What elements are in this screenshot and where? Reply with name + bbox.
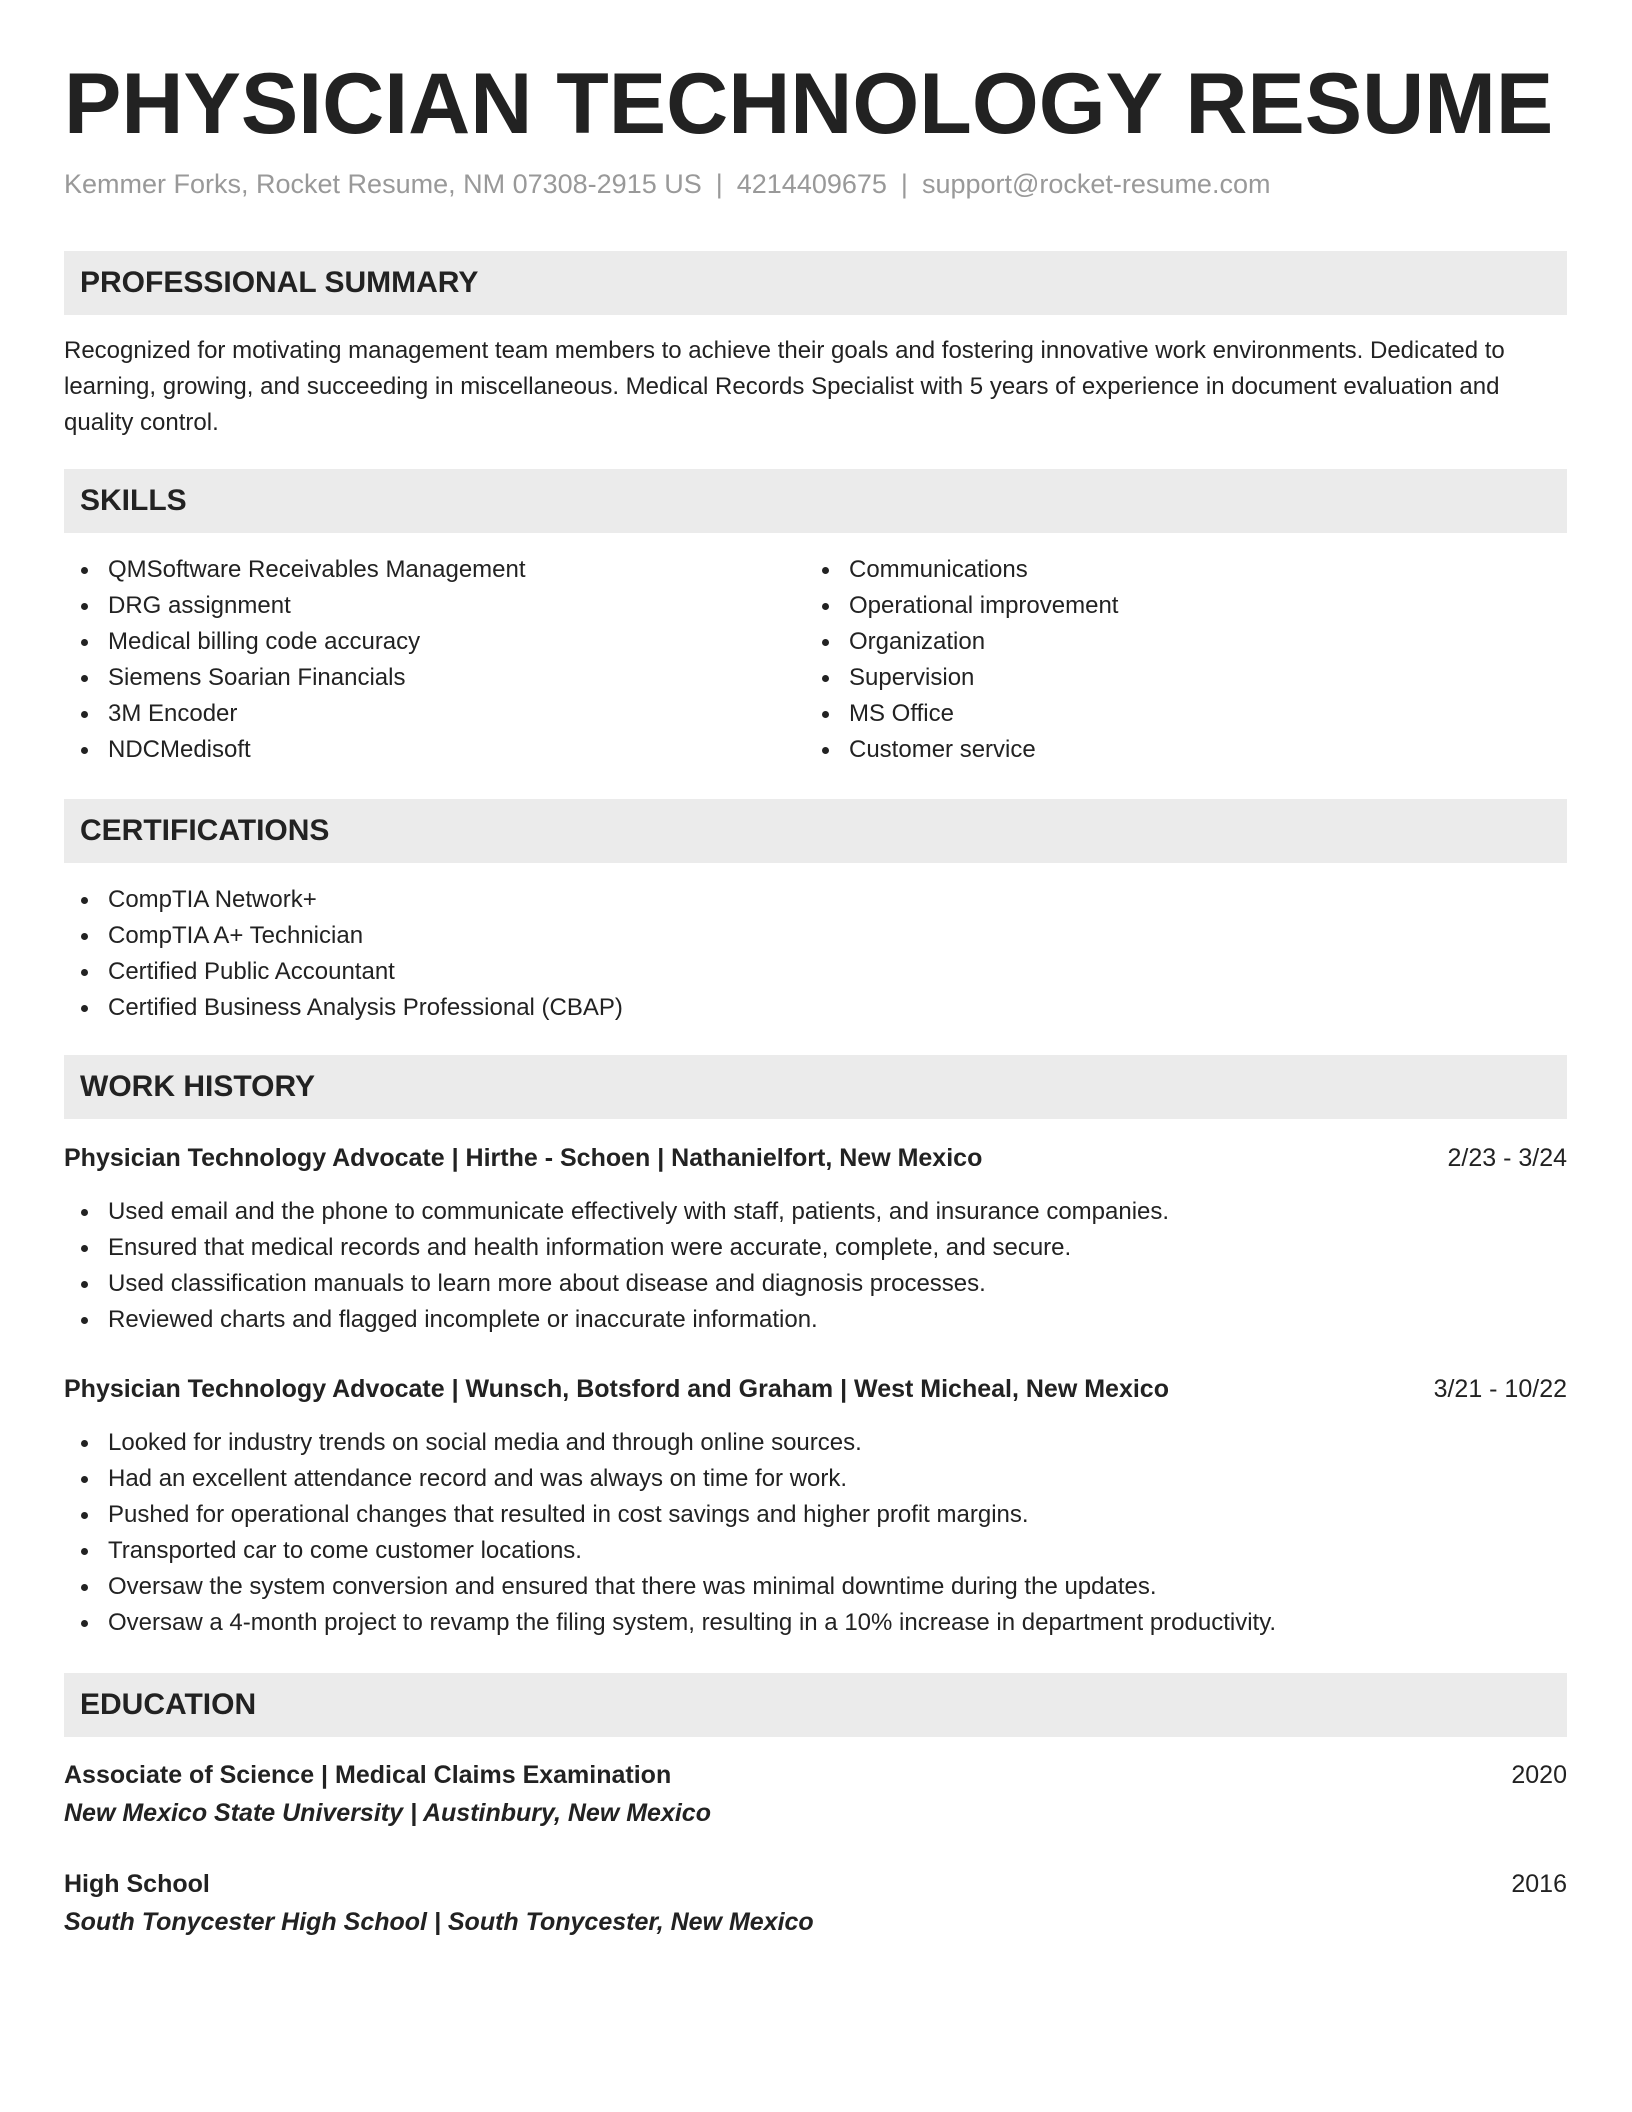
skills-column-right	[805, 552, 1118, 768]
section-heading-work-history: WORK HISTORY	[64, 1055, 1567, 1119]
summary-text: Recognized for motivating management team members to achieve their goals and fostering innovative work environments. Dedicated to learning, growing, and succeeding in miscellaneous. Medical Records Specialist with 5 years of experience in document evaluation and quality control.	[64, 337, 1505, 436]
skill-item: Siemens Soarian Financials	[64, 660, 526, 696]
section-heading-education: EDUCATION	[64, 1673, 1567, 1737]
certification-item: Certified Public Accountant	[64, 954, 623, 990]
contact-line	[64, 164, 1270, 204]
certification-item: CompTIA Network+	[64, 882, 623, 918]
skill-item: Medical billing code accuracy	[64, 624, 526, 660]
contact-phone: 4214409675	[736, 169, 887, 199]
job-dates: 2/23 - 3/24	[1447, 1144, 1567, 1172]
job-dates: 3/21 - 10/22	[1433, 1375, 1567, 1403]
job-duty-item: Used email and the phone to communicate effectively with staff, patients, and insurance companies.	[64, 1194, 1169, 1230]
education-year: 2020	[1511, 1761, 1567, 1789]
education-school: South Tonycester High School | South Tonycester, New Mexico	[64, 1908, 814, 1936]
job-duty-item: Transported car to come customer locations.	[64, 1533, 1276, 1569]
job-duty-item: Oversaw a 4-month project to revamp the filing system, resulting in a 10% increase in department productivity.	[64, 1605, 1276, 1641]
skill-item: 3M Encoder	[64, 696, 526, 732]
job-duty-item: Used classification manuals to learn more about disease and diagnosis processes.	[64, 1266, 1169, 1302]
job-duty-item: Looked for industry trends on social media and through online sources.	[64, 1425, 1276, 1461]
job-duty-item: Pushed for operational changes that resulted in cost savings and higher profit margins.	[64, 1497, 1276, 1533]
education-degree: Associate of Science | Medical Claims Examination	[64, 1761, 672, 1789]
skill-item: Customer service	[805, 732, 1118, 768]
education-year: 2016	[1511, 1870, 1567, 1898]
job-duty-item: Ensured that medical records and health information were accurate, complete, and secure.	[64, 1230, 1169, 1266]
contact-email: support@rocket-resume.com	[921, 169, 1271, 199]
resume-title: PHYSICIAN TECHNOLOGY RESUME	[64, 56, 1554, 152]
education-degree: High School	[64, 1870, 210, 1898]
certification-item: Certified Business Analysis Professional (CBAP)	[64, 990, 623, 1026]
job-duty-item: Oversaw the system conversion and ensured that there was minimal downtime during the updates.	[64, 1569, 1276, 1605]
skill-item: MS Office	[805, 696, 1118, 732]
section-heading-skills: SKILLS	[64, 469, 1567, 533]
education-school: New Mexico State University | Austinbury, New Mexico	[64, 1799, 711, 1827]
job-title: Physician Technology Advocate | Wunsch, Botsford and Graham | West Micheal, New Mexico	[64, 1375, 1169, 1403]
skill-item: Communications	[805, 552, 1118, 588]
contact-address: Kemmer Forks, Rocket Resume, NM 07308-2915 US	[64, 169, 702, 199]
skill-item: QMSoftware Receivables Management	[64, 552, 526, 588]
job-title: Physician Technology Advocate | Hirthe - Schoen | Nathanielfort, New Mexico	[64, 1144, 983, 1172]
contact-separator: |	[900, 169, 908, 199]
section-heading-certifications: CERTIFICATIONS	[64, 799, 1567, 863]
skill-item: NDCMedisoft	[64, 732, 526, 768]
job-duty-item: Reviewed charts and flagged incomplete or inaccurate information.	[64, 1302, 1169, 1338]
job-duty-item: Had an excellent attendance record and was always on time for work.	[64, 1461, 1276, 1497]
certifications-list	[64, 882, 623, 1026]
job-duties	[64, 1425, 1276, 1641]
section-heading-summary: PROFESSIONAL SUMMARY	[64, 251, 1567, 315]
skill-item: Organization	[805, 624, 1118, 660]
job-duties	[64, 1194, 1169, 1338]
contact-separator: |	[715, 169, 723, 199]
skill-item: Operational improvement	[805, 588, 1118, 624]
skills-column-left	[64, 552, 526, 768]
skill-item: DRG assignment	[64, 588, 526, 624]
skill-item: Supervision	[805, 660, 1118, 696]
certification-item: CompTIA A+ Technician	[64, 918, 623, 954]
